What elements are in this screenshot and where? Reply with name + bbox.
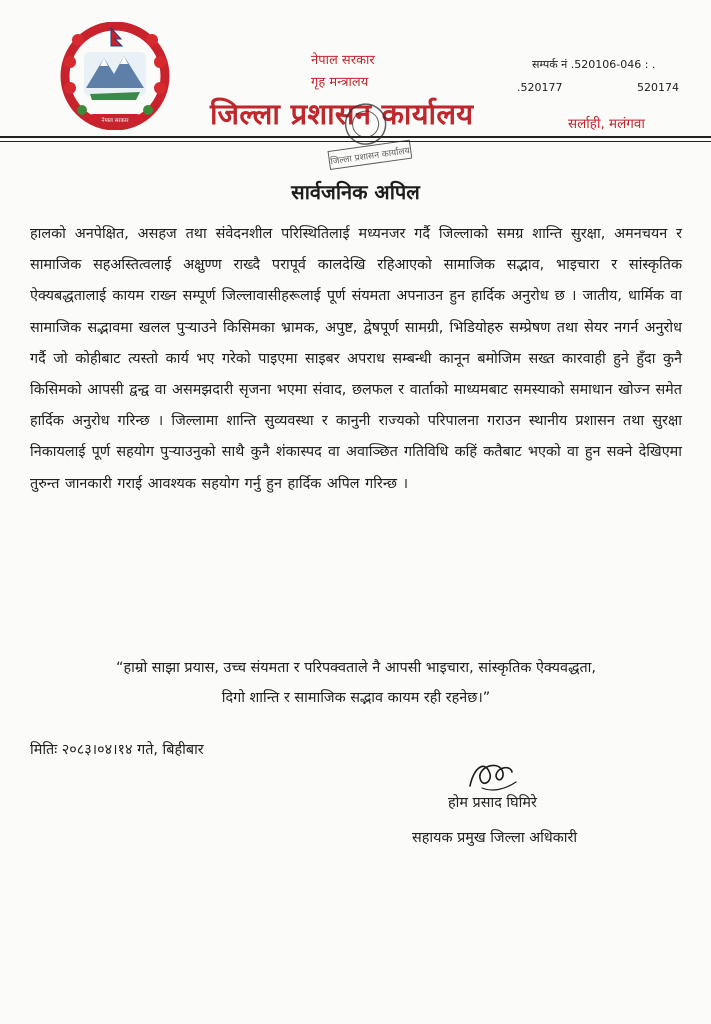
office-location: सर्लाही, मलंगवा <box>568 116 645 132</box>
ministry-name: गृह मन्त्रालय <box>311 75 369 90</box>
ministry-block <box>311 50 375 94</box>
office-name: जिल्ला प्रशासन कार्यालय <box>210 97 474 131</box>
quote-line-1: “हाम्रो साझा प्रयास, उच्च संयमता र परिपक्वताले नै आपसी भाइचारा, सांस्कृतिक ऐक्यवद्धता, <box>116 660 596 676</box>
contact-number-1: .520106-046 <box>570 58 642 71</box>
signatory-name: होम प्रसाद घिमिरे <box>448 795 537 811</box>
notice-body: हालको अनपेक्षित, असहज तथा संवेदनशील परिस्थितिलाई मध्यनजर गर्दै जिल्लाको समग्र शान्ति सुरक्षा, अमनचयन र सामाजिक सहअस्तित्वलाई अक्षुण्ण राख्दै परापूर्व कालदेखि रहिआएको सामाजिक सद्भाव, भाइचारा र सांस्कृतिक ऐक्यबद्धतालाई कायम राख्न सम्पूर्ण जिल्लावासीहरूलाई पूर्ण संयमता अपनाउन हुन हार्दिक अनुरोध छ । जातीय, धार्मिक वा सामाजिक सद्भावमा खलल पुऱ्याउने किसिमका भ्रामक, अपुष्ट, द्वेषपूर्ण सामग्री, भिडियोहरु सम्प्रेषण तथा सेयर नगर्न अनुरोध गर्दै जो कोहीबाट त्यस्तो कार्य भए गरेको पाइएमा साइबर अपराध सम्बन्धी कानून बमोजिम सख्त कारवाही हुने हुँदा कुनै किसिमको आपसी द्वन्द्व वा असमझदारी सृजना भएमा संवाद, छलफल र वार्ताको माध्यमबाट समस्याको समाधान खोज्न समेत हार्दिक अनुरोध गरिन्छ । जिल्लामा शान्ति सुव्यवस्था र कानुनी राज्यको परिपालना गराउन स्थानीय प्रशासन तथा सुरक्षा निकायलाई पूर्ण सहयोग पुऱ्याउनुको साथै कुनै शंकास्पद वा अवाञ्छित गतिविधि कहिं कतैबाट भएको वा हुन सक्ने देखिएमा तुरुन्त जानकारी गराई आवश्यक सहयोग गर्नु हुन हार्दिक अपिल गरिन्छ । <box>30 226 682 492</box>
notice-title: सार्वजनिक अपिल <box>291 180 420 204</box>
contact-line-1 <box>532 57 655 72</box>
government-emblem <box>56 22 174 130</box>
government-name: नेपाल सरकार <box>311 53 375 68</box>
letterhead-divider <box>0 136 711 138</box>
quote-line-2: दिगो शान्ति र सामाजिक सद्भाव कायम रही रहनेछ।” <box>221 690 491 706</box>
notice-date: मितिः २०८३।०४।१४ गते, बिहीबार <box>30 742 204 758</box>
signatory-title: सहायक प्रमुख जिल्ला अधिकारी <box>412 830 578 846</box>
emblem-caption: नेपाल सरकार <box>101 118 129 124</box>
contact-number-2: .520177 <box>517 81 563 94</box>
contact-separator: : . <box>644 58 656 71</box>
stamp-text: जिल्ला प्रशासन कार्यालय <box>329 146 411 168</box>
contact-number-3: 520174 <box>637 81 679 94</box>
notice-quote <box>36 653 676 713</box>
letterhead-divider-thin <box>0 141 711 142</box>
office-stamp <box>322 94 412 172</box>
contact-label: सम्पर्क नं <box>532 58 568 71</box>
